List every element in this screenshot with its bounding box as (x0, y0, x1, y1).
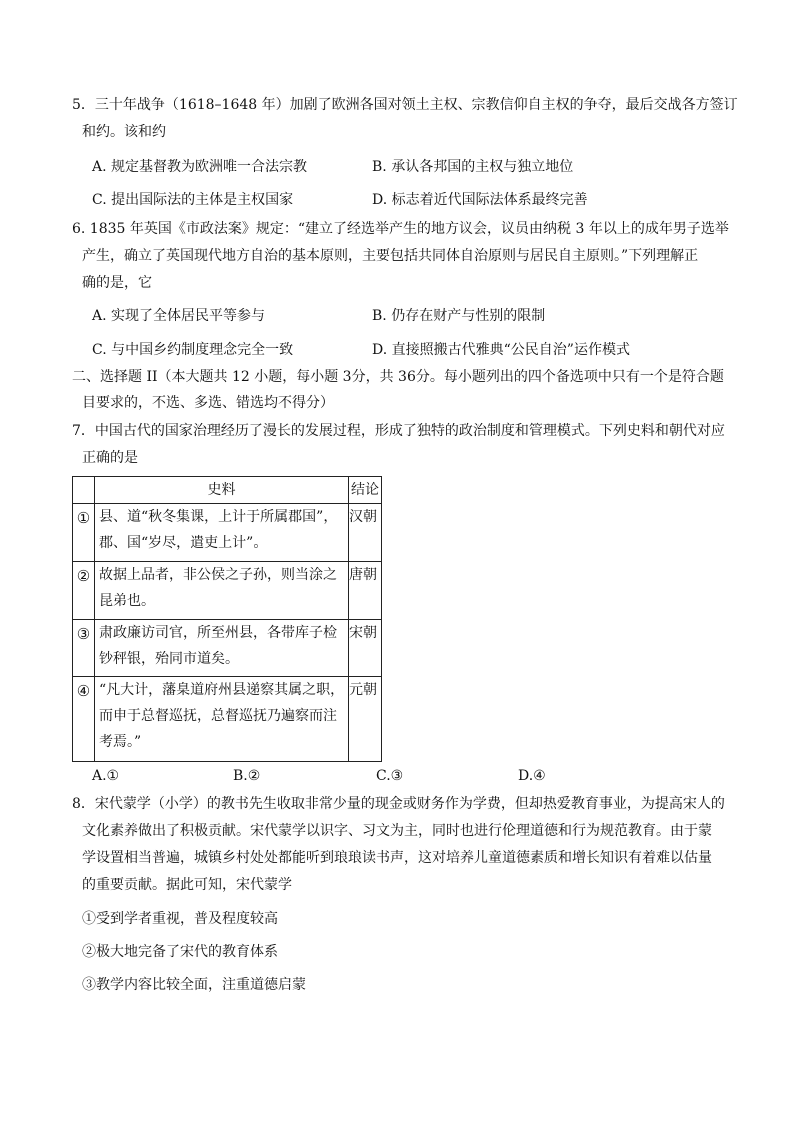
source-text-line: 故据上品者，非公侯之子孙，则当涂之 (99, 567, 337, 583)
q6-stem-line1: 6. 1835 年英国《市政法案》规定：“建立了经选举产生的地方议会，议员由纳税 3 年以上的成年男子选举 (72, 221, 729, 237)
source-text-line: 肃政廉访司官，所至州县，各带库子检 (99, 625, 337, 641)
q8-stem-line3: 学设置相当普遍，城镇乡村处处都能听到琅琅读书声，这对培养儿童道德素质和增长知识有着难以估量 (82, 850, 712, 866)
source-text-line: 昆弟也。 (99, 593, 155, 609)
q5-option-a: A. 规定基督教为欧洲唯一合法宗教 (92, 159, 308, 175)
q7-stem-line2: 正确的是 (82, 450, 138, 466)
q5-option-c: C. 提出国际法的主体是主权国家 (92, 192, 294, 208)
q6-option-c: C. 与中国乡约制度理念完全一致 (92, 342, 294, 358)
row-number: ③ (76, 625, 91, 643)
q5-stem-line2: 和约。该和约 (82, 124, 166, 140)
source-table-header-row (73, 477, 382, 504)
header-number (73, 477, 95, 504)
q7-stem-line1: 7．中国古代的国家治理经历了漫长的发展过程，形成了独特的政治制度和管理模式。下列史料和朝代对应 (72, 423, 725, 439)
conclusion-cell: 元朝 (349, 677, 382, 762)
table-row (73, 504, 382, 562)
source-text-line: 考焉。” (99, 734, 142, 750)
source-table (72, 476, 382, 762)
conclusion-cell: 唐朝 (349, 562, 382, 620)
source-text-line: “凡大计，藩臬道府州县递察其属之职， (99, 682, 345, 698)
conclusion-cell: 宋朝 (349, 620, 382, 677)
section2-header-line2: 目要求的，不选、多选、错选均不得分） (82, 395, 334, 411)
row-number: ② (76, 567, 91, 585)
q7-option-a: A.① (92, 768, 120, 784)
source-text-line: 县、道“秋冬集课，上计于所属郡国”， (99, 509, 338, 525)
q6-option-b: B. 仍存在财产与性别的限制 (372, 308, 546, 324)
source-text-line: 钞秤银，殆同市道矣。 (99, 651, 239, 667)
section2-header-line1: 二、选择题 II（本大题共 12 小题，每小题 3分，共 36分。每小题列出的四个备选项中只有一个是符合题 (72, 369, 724, 385)
q6-option-d: D. 直接照搬古代雅典“公民自治”运作模式 (372, 342, 630, 358)
q8-stem-line2: 文化素养做出了积极贡献。宋代蒙学以识字、习文为主，同时也进行伦理道德和行为规范教育。由于蒙 (82, 823, 712, 839)
conclusion-cell: 汉朝 (349, 504, 382, 562)
q7-option-d: D.④ (518, 768, 546, 784)
q7-option-c: C.③ (376, 768, 404, 784)
q8-statement-2: ②极大地完备了宋代的教育体系 (82, 944, 278, 960)
row-number: ① (76, 509, 91, 527)
q6-option-a: A. 实现了全体居民平等参与 (92, 308, 266, 324)
table-row (73, 677, 382, 762)
q6-stem-line3: 确的是，它 (82, 275, 152, 291)
source-text-line: 而申于总督巡抚，总督巡抚乃遍察而注 (99, 708, 337, 724)
source-text-line: 郡、国“岁尽，遣吏上计”。 (99, 535, 268, 551)
q5-option-b: B. 承认各邦国的主权与独立地位 (372, 159, 574, 175)
table-row (73, 562, 382, 620)
q8-stem-line4: 的重要贡献。据此可知，宋代蒙学 (82, 877, 292, 893)
q8-stem-line1: 8．宋代蒙学（小学）的教书先生收取非常少量的现金或财务作为学费，但却热爱教育事业，为提高宋人的 (72, 796, 725, 812)
header-conclusion: 结论 (349, 477, 382, 504)
q8-statement-1: ①受到学者重视，普及程度较高 (82, 911, 278, 927)
q5-option-d: D. 标志着近代国际法体系最终完善 (372, 192, 588, 208)
q7-option-b: B.② (233, 768, 261, 784)
header-source: 史料 (95, 477, 349, 504)
row-number: ④ (76, 682, 91, 700)
table-row (73, 620, 382, 677)
q5-stem-line1: 5．三十年战争（1618–1648 年）加剧了欧洲各国对领土主权、宗教信仰自主权的争夺，最后交战各方签订 (72, 97, 738, 113)
q6-stem-line2: 产生，确立了英国现代地方自治的基本原则，主要包括共同体自治原则与居民自主原则。”下列理解正 (82, 248, 699, 264)
q8-statement-3: ③教学内容比较全面，注重道德启蒙 (82, 977, 306, 993)
